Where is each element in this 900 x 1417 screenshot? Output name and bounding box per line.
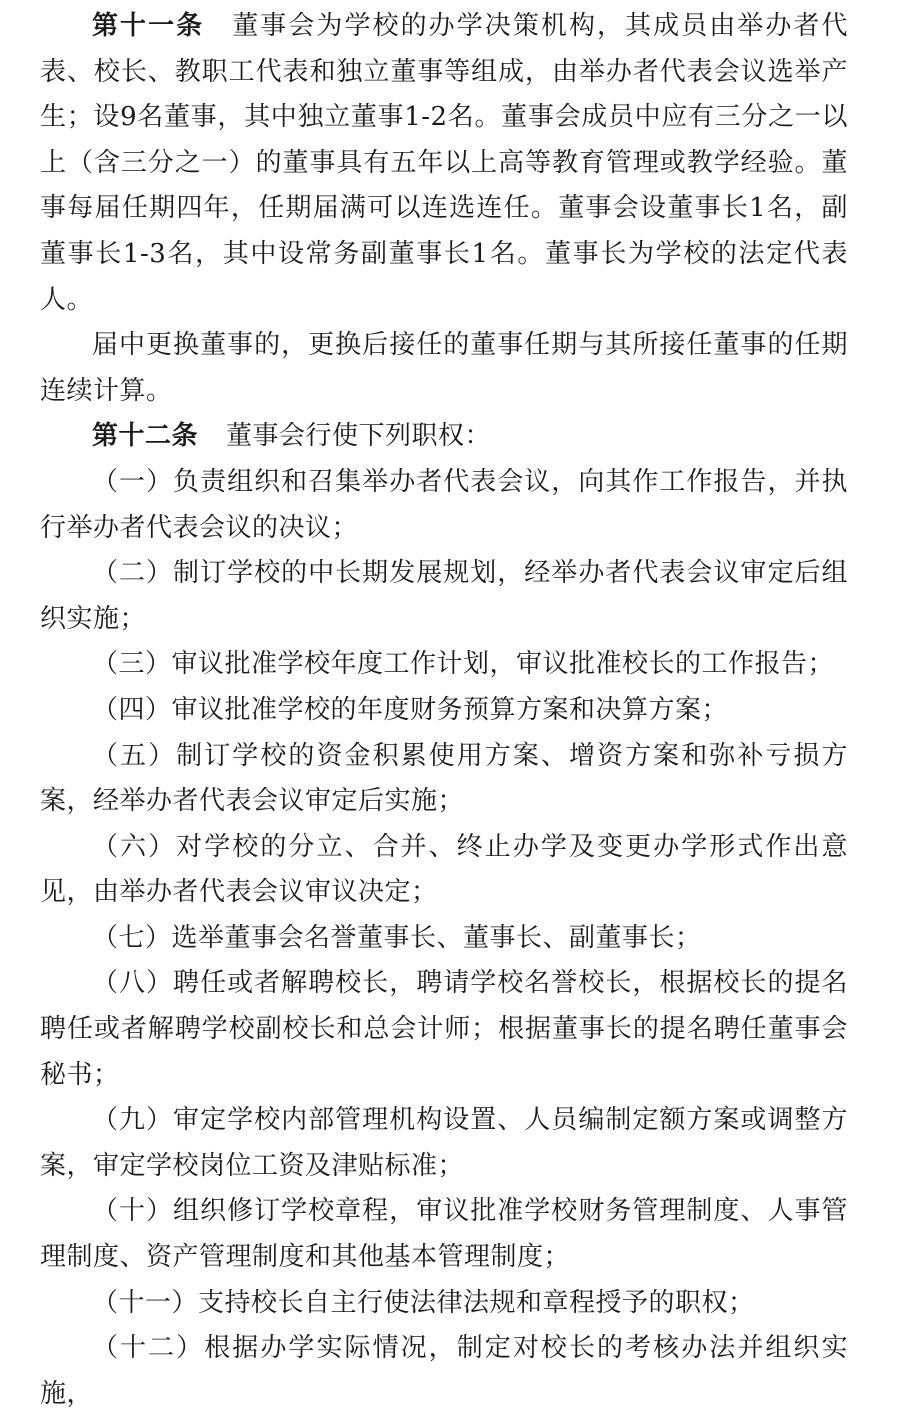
- power-item-3: [40, 642, 848, 688]
- paragraph-text: （六）对学校的分立、合并、终止办学及变更办学形式作出意见，由举办者代表会议审议决定；: [40, 831, 848, 908]
- power-item-10: [40, 1189, 848, 1280]
- paragraph-text: （十）组织修订学校章程，审议批准学校财务管理制度、人事管理制度、资产管理制度和其他基本管理制度；: [40, 1196, 848, 1273]
- power-item-1: [40, 460, 848, 551]
- article-number: 第十一条: [92, 11, 205, 41]
- article-11-paragraph: [40, 4, 848, 323]
- power-item-7: [40, 916, 848, 962]
- director-replacement-paragraph: [40, 323, 848, 414]
- power-item-4: [40, 688, 848, 734]
- power-item-12: [40, 1326, 848, 1417]
- paragraph-text: （十二）根据办学实际情况，制定对校长的考核办法并组织实施，: [40, 1333, 848, 1409]
- paragraph-text: （一）负责组织和召集举办者代表会议，向其作工作报告，并执行举办者代表会议的决议；: [40, 466, 848, 543]
- power-item-5: [40, 734, 848, 825]
- article-12-paragraph: [40, 414, 848, 460]
- paragraph-text: （七）选举董事会名誉董事长、董事长、副董事长；: [92, 922, 702, 953]
- article-number: 第十二条: [92, 421, 199, 452]
- paragraph-text: （二）制订学校的中长期发展规划，经举办者代表会议审定后组织实施；: [40, 558, 848, 634]
- paragraph-text: 届中更换董事的，更换后接任的董事任期与其所接任董事的任期连续计算。: [40, 330, 848, 406]
- power-item-9: [40, 1098, 848, 1189]
- power-item-11: [40, 1281, 848, 1327]
- paragraph-text: （八）聘任或者解聘校长，聘请学校名誉校长，根据校长的提名聘任或者解聘学校副校长和总会计师；根据董事长的提名聘任董事会秘书；: [40, 968, 848, 1090]
- power-item-2: [40, 551, 848, 642]
- paragraph-text: （三）审议批准学校年度工作计划，审议批准校长的工作报告；: [92, 649, 835, 680]
- paragraph-text: （四）审议批准学校的年度财务预算方案和决算方案；: [92, 694, 729, 725]
- power-item-6: [40, 825, 848, 916]
- power-item-8: [40, 961, 848, 1098]
- paragraph-text: 董事会行使下列职权：: [226, 421, 492, 452]
- paragraph-text: （九）审定学校内部管理机构设置、人员编制定额方案或调整方案，审定学校岗位工资及津贴标准；: [40, 1105, 848, 1181]
- paragraph-text: （五）制订学校的资金积累使用方案、增资方案和弥补亏损方案，经举办者代表会议审定后实施；: [40, 740, 848, 817]
- paragraph-text: 董事会为学校的办学决策机构，其成员由举办者代表、校长、教职工代表和独立董事等组成，由举办者代表会议选举产生；设9名董事，其中独立董事1-2名。董事会成员中应有三分之一以上（含三分之一）的董事具有五年以上高等教育管理或教学经验。董事每届任期四年，任期届满可以连选连任。董事会设董事长1名，副董事长1-3名，其中设常务副董事长1名。董事长为学校的法定代表人。: [40, 11, 848, 315]
- paragraph-text: （十一）支持校长自主行使法律法规和章程授予的职权；: [92, 1287, 755, 1318]
